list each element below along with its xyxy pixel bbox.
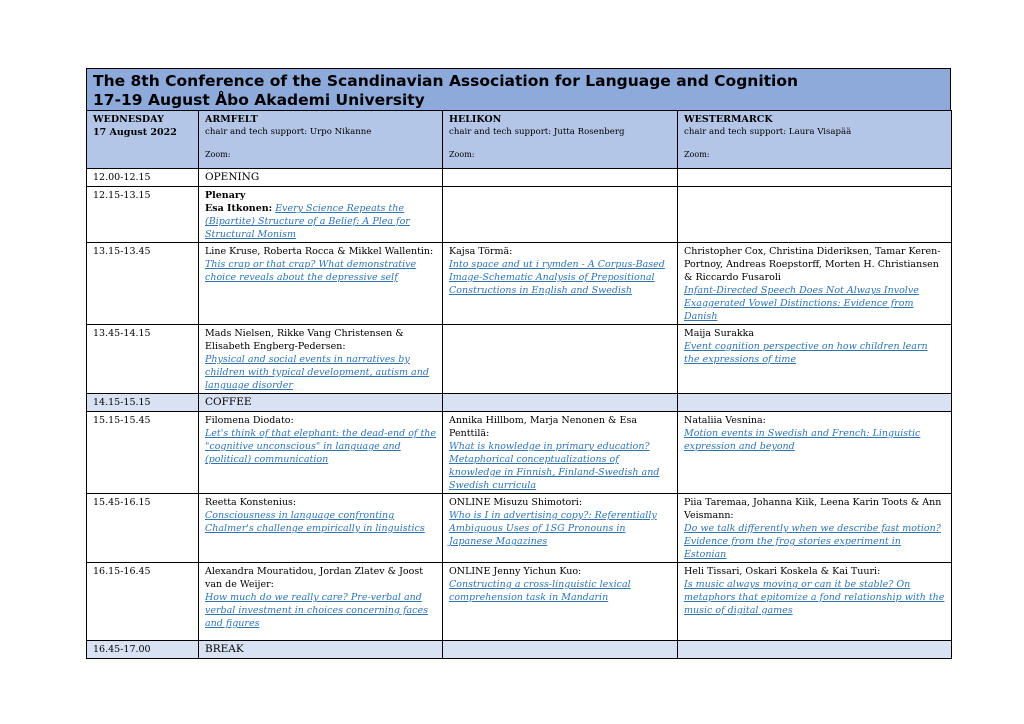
table-row	[87, 412, 952, 494]
time-cell: 16.45-17.00	[87, 641, 199, 659]
zoom-label: Zoom:	[205, 150, 231, 159]
plenary-speaker: Esa Itkonen:	[205, 203, 273, 214]
zoom-label: Zoom:	[449, 150, 475, 159]
talk-link[interactable]: Constructing a cross-linguistic lexical comprehension task in Mandarin	[449, 579, 631, 603]
day-label: WEDNESDAY	[93, 114, 164, 125]
session-cell	[199, 494, 443, 563]
talk-authors: Kajsa Törmä:	[449, 246, 513, 257]
talk-authors: Christopher Cox, Christina Dideriksen, Tamar Keren-Portnoy, Andreas Roepstorff, Morten H. Christiansen & Riccardo Fusaroli	[684, 246, 941, 283]
talk-link[interactable]: Infant-Directed Speech Does Not Always Involve Exaggerated Vowel Distinctions: Evidence from Danish	[684, 285, 919, 322]
session-cell	[199, 563, 443, 641]
break-label: BREAK	[199, 641, 443, 659]
time-cell: 13.15-13.45	[87, 243, 199, 325]
talk-link[interactable]: Consciousness in language confronting Chalmer's challenge empirically in linguistics	[205, 510, 425, 534]
empty-cell	[678, 187, 952, 243]
conference-title-banner	[86, 68, 951, 110]
opening-label: OPENING	[199, 169, 443, 187]
session-cell	[443, 494, 678, 563]
empty-cell	[678, 641, 952, 659]
talk-link[interactable]: How much do we really care? Pre-verbal and verbal investment in choices concerning faces and figures	[205, 592, 428, 629]
room-chair: chair and tech support: Laura Visapää	[684, 127, 852, 137]
talk-authors: ONLINE Misuzu Shimotori:	[449, 497, 583, 508]
talk-authors: Filomena Diodato:	[205, 415, 294, 426]
talk-authors: ONLINE Jenny Yichun Kuo:	[449, 566, 582, 577]
coffee-label: COFFEE	[199, 394, 443, 412]
talk-authors: Alexandra Mouratidou, Jordan Zlatev & Joost van de Weijer:	[205, 566, 424, 590]
empty-cell	[443, 325, 678, 394]
empty-cell	[443, 394, 678, 412]
session-cell	[678, 325, 952, 394]
schedule-sheet	[86, 68, 951, 659]
talk-link[interactable]: Into space and ut i rymden - A Corpus-Based Image-Schematic Analysis of Prepositional Constructions in English and Swedish	[449, 259, 665, 296]
schedule-table	[86, 110, 952, 659]
talk-link[interactable]: Physical and social events in narratives by children with typical development, autism and language disorder	[205, 354, 429, 391]
session-cell	[199, 325, 443, 394]
header-row	[87, 111, 952, 169]
room-header-helikon	[443, 111, 678, 169]
session-cell	[678, 563, 952, 641]
empty-cell	[443, 187, 678, 243]
talk-link[interactable]: Do we talk differently when we describe fast motion? Evidence from the frog stories experiment in Estonian	[684, 523, 941, 560]
table-row	[87, 641, 952, 659]
session-cell	[443, 243, 678, 325]
session-cell	[443, 563, 678, 641]
talk-authors: Reetta Konstenius:	[205, 497, 297, 508]
talk-authors: Piia Taremaa, Johanna Kiik, Leena Karin Toots & Ann Veismann:	[684, 497, 942, 521]
time-cell: 15.45-16.15	[87, 494, 199, 563]
table-row	[87, 187, 952, 243]
talk-link[interactable]: What is knowledge in primary education? Metaphorical conceptualizations of knowledge in Finnish, Finland-Swedish and Swedish curricula	[449, 441, 660, 491]
session-cell	[199, 243, 443, 325]
room-chair: chair and tech support: Jutta Rosenberg	[449, 127, 625, 137]
talk-link[interactable]: Let's think of that elephant: the dead-end of the "cognitive unconscious" in language and (political) communication	[205, 428, 437, 465]
talk-link[interactable]: Every Science Repeats the (Bipartite) Structure of a Belief: A Plea for Structural Monism	[205, 203, 410, 240]
talk-authors: Line Kruse, Roberta Rocca & Mikkel Wallentin:	[205, 246, 434, 257]
zoom-label: Zoom:	[684, 150, 710, 159]
room-header-armfelt	[199, 111, 443, 169]
session-cell	[199, 412, 443, 494]
table-row	[87, 325, 952, 394]
time-cell: 12.15-13.15	[87, 187, 199, 243]
empty-cell	[443, 169, 678, 187]
plenary-cell	[199, 187, 443, 243]
time-cell: 15.15-15.45	[87, 412, 199, 494]
room-chair: chair and tech support: Urpo Nikanne	[205, 127, 372, 137]
talk-authors: Heli Tissari, Oskari Koskela & Kai Tuuri:	[684, 566, 881, 577]
table-row	[87, 169, 952, 187]
session-cell	[678, 494, 952, 563]
talk-authors: Annika Hillbom, Marja Nenonen & Esa Penttilä:	[449, 415, 637, 439]
time-cell: 12.00-12.15	[87, 169, 199, 187]
talk-link[interactable]: Is music always moving or can it be stable? On metaphors that epitomize a fond relationship with the music of digital games	[684, 579, 945, 616]
empty-cell	[678, 394, 952, 412]
room-name: ARMFELT	[205, 114, 258, 125]
talk-link[interactable]: Event cognition perspective on how children learn the expressions of time	[684, 341, 928, 365]
talk-authors: Maija Surakka	[684, 328, 755, 339]
day-cell	[87, 111, 199, 169]
conference-title: The 8th Conference of the Scandinavian Association for Language and Cognition	[93, 72, 799, 90]
talk-link[interactable]: This crap or that crap? What demonstrative choice reveals about the depressive self	[205, 259, 417, 283]
session-cell	[678, 243, 952, 325]
date-label: 17 August 2022	[93, 127, 177, 138]
empty-cell	[443, 641, 678, 659]
conference-subtitle: 17-19 August Åbo Akademi University	[93, 91, 425, 109]
talk-authors: Nataliia Vesnina:	[684, 415, 766, 426]
table-row	[87, 243, 952, 325]
table-row	[87, 394, 952, 412]
time-cell: 16.15-16.45	[87, 563, 199, 641]
talk-link[interactable]: Who is I in advertising copy?: Referentially Ambiguous Uses of 1SG Pronouns in Japanese Magazines	[449, 510, 657, 547]
empty-cell	[678, 169, 952, 187]
session-cell	[678, 412, 952, 494]
table-row	[87, 494, 952, 563]
room-name: WESTERMARCK	[684, 114, 773, 125]
table-row	[87, 563, 952, 641]
session-cell	[443, 412, 678, 494]
talk-authors: Mads Nielsen, Rikke Vang Christensen & Elisabeth Engberg-Pedersen:	[205, 328, 404, 352]
talk-link[interactable]: Motion events in Swedish and French: Linguistic expression and beyond	[684, 428, 921, 452]
room-name: HELIKON	[449, 114, 502, 125]
plenary-label: Plenary	[205, 190, 246, 201]
time-cell: 13.45-14.15	[87, 325, 199, 394]
room-header-westermarck	[678, 111, 952, 169]
time-cell: 14.15-15.15	[87, 394, 199, 412]
